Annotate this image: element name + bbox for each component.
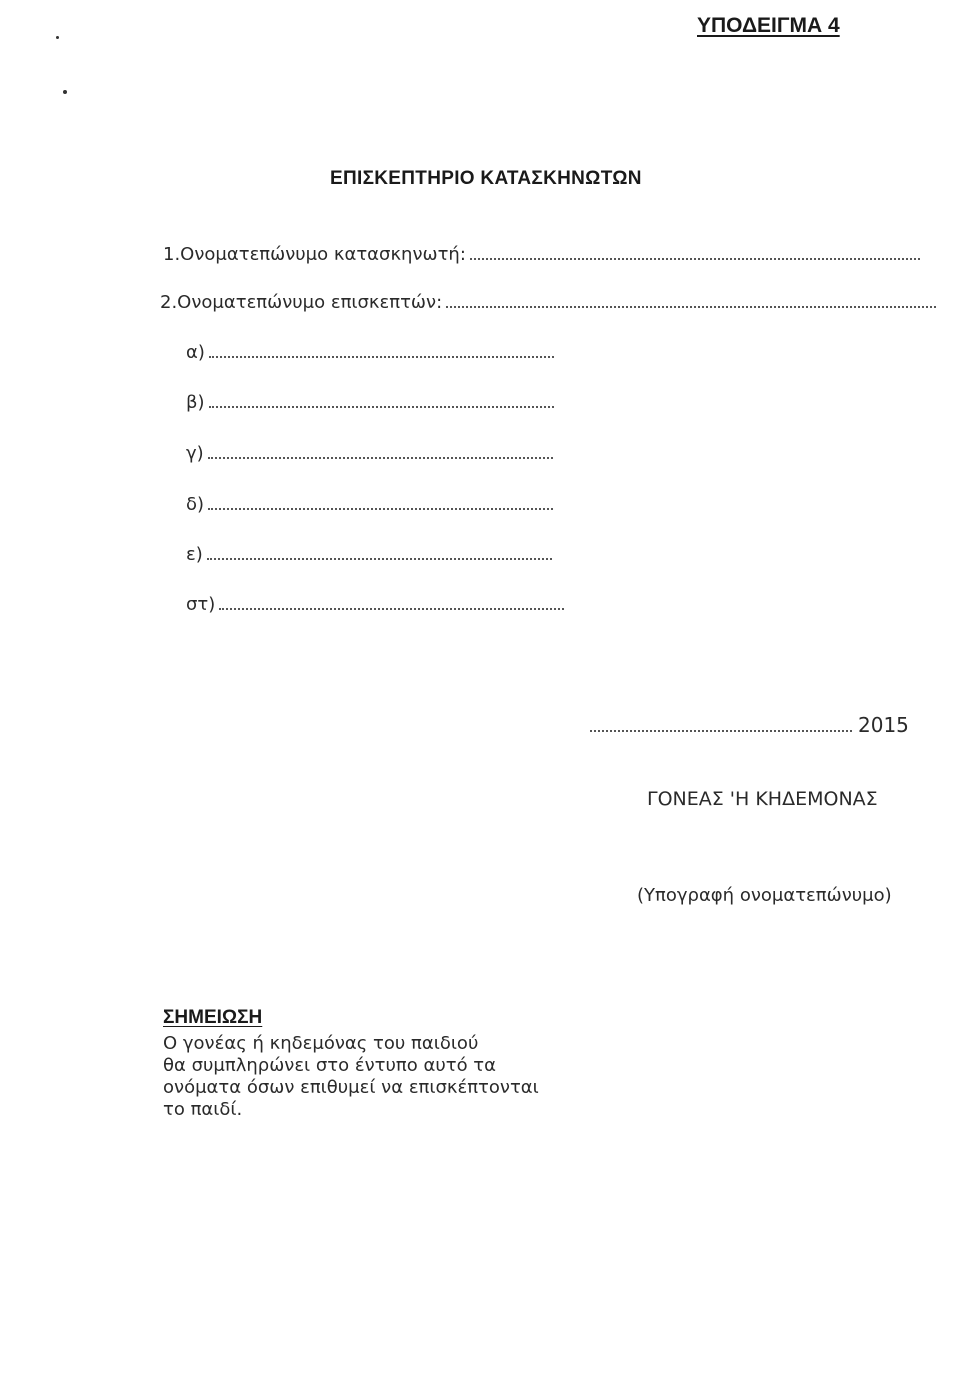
visitor-blank	[208, 443, 553, 459]
guardian-label: ΓΟΝΕΑΣ 'Η ΚΗΔΕΜΟΝΑΣ	[647, 788, 878, 810]
visitor-blank	[209, 392, 554, 408]
visitor-blank	[207, 544, 552, 560]
note-body	[163, 1033, 539, 1121]
scan-speck	[63, 90, 67, 94]
date-blank	[590, 716, 852, 732]
note-heading: ΣΗΜΕΙΩΣΗ	[163, 1007, 263, 1028]
visitor-line	[186, 544, 552, 565]
camper-name-label: 1.Ονοματεπώνυμο κατασκηνωτή:	[163, 244, 466, 265]
year: 2015	[858, 713, 909, 737]
visitor-line	[186, 594, 564, 615]
visitor-item-label: β)	[186, 392, 205, 413]
visitor-blank	[209, 342, 554, 358]
scan-speck	[56, 36, 59, 39]
visitor-blank	[208, 494, 553, 510]
signature-caption: (Υπογραφή ονοματεπώνυμο)	[637, 885, 892, 906]
document-title: ΕΠΙΣΚΕΠΤΗΡΙΟ ΚΑΤΑΣΚΗΝΩΤΩΝ	[330, 168, 642, 189]
visitor-line	[186, 494, 553, 515]
note-line: θα συμπληρώνει στο έντυπο αυτό τα	[163, 1055, 497, 1076]
camper-name-blank	[470, 244, 920, 260]
visitor-item-label: γ)	[186, 443, 204, 464]
note-line: Ο γονέας ή κηδεμόνας του παιδιού	[163, 1033, 479, 1054]
visitors-name-label: 2.Ονοματεπώνυμο επισκεπτών:	[160, 292, 443, 313]
visitor-item-label: ε)	[186, 544, 203, 565]
note-line: το παιδί.	[163, 1099, 243, 1120]
visitors-name-field	[160, 292, 936, 313]
visitor-item-label: στ)	[186, 594, 216, 615]
sample-label: ΥΠΟΔΕΙΓΜΑ 4	[697, 14, 840, 37]
visitor-item-label: α)	[186, 342, 205, 363]
visitor-line	[186, 342, 554, 363]
note-line: ονόματα όσων επιθυμεί να επισκέπτονται	[163, 1077, 539, 1098]
camper-name-field	[163, 244, 920, 265]
visitor-line	[186, 443, 553, 464]
visitor-line	[186, 392, 554, 413]
visitor-blank	[219, 594, 564, 610]
visitor-item-label: δ)	[186, 494, 205, 515]
date-line	[590, 713, 909, 737]
visitors-name-blank	[446, 292, 936, 308]
